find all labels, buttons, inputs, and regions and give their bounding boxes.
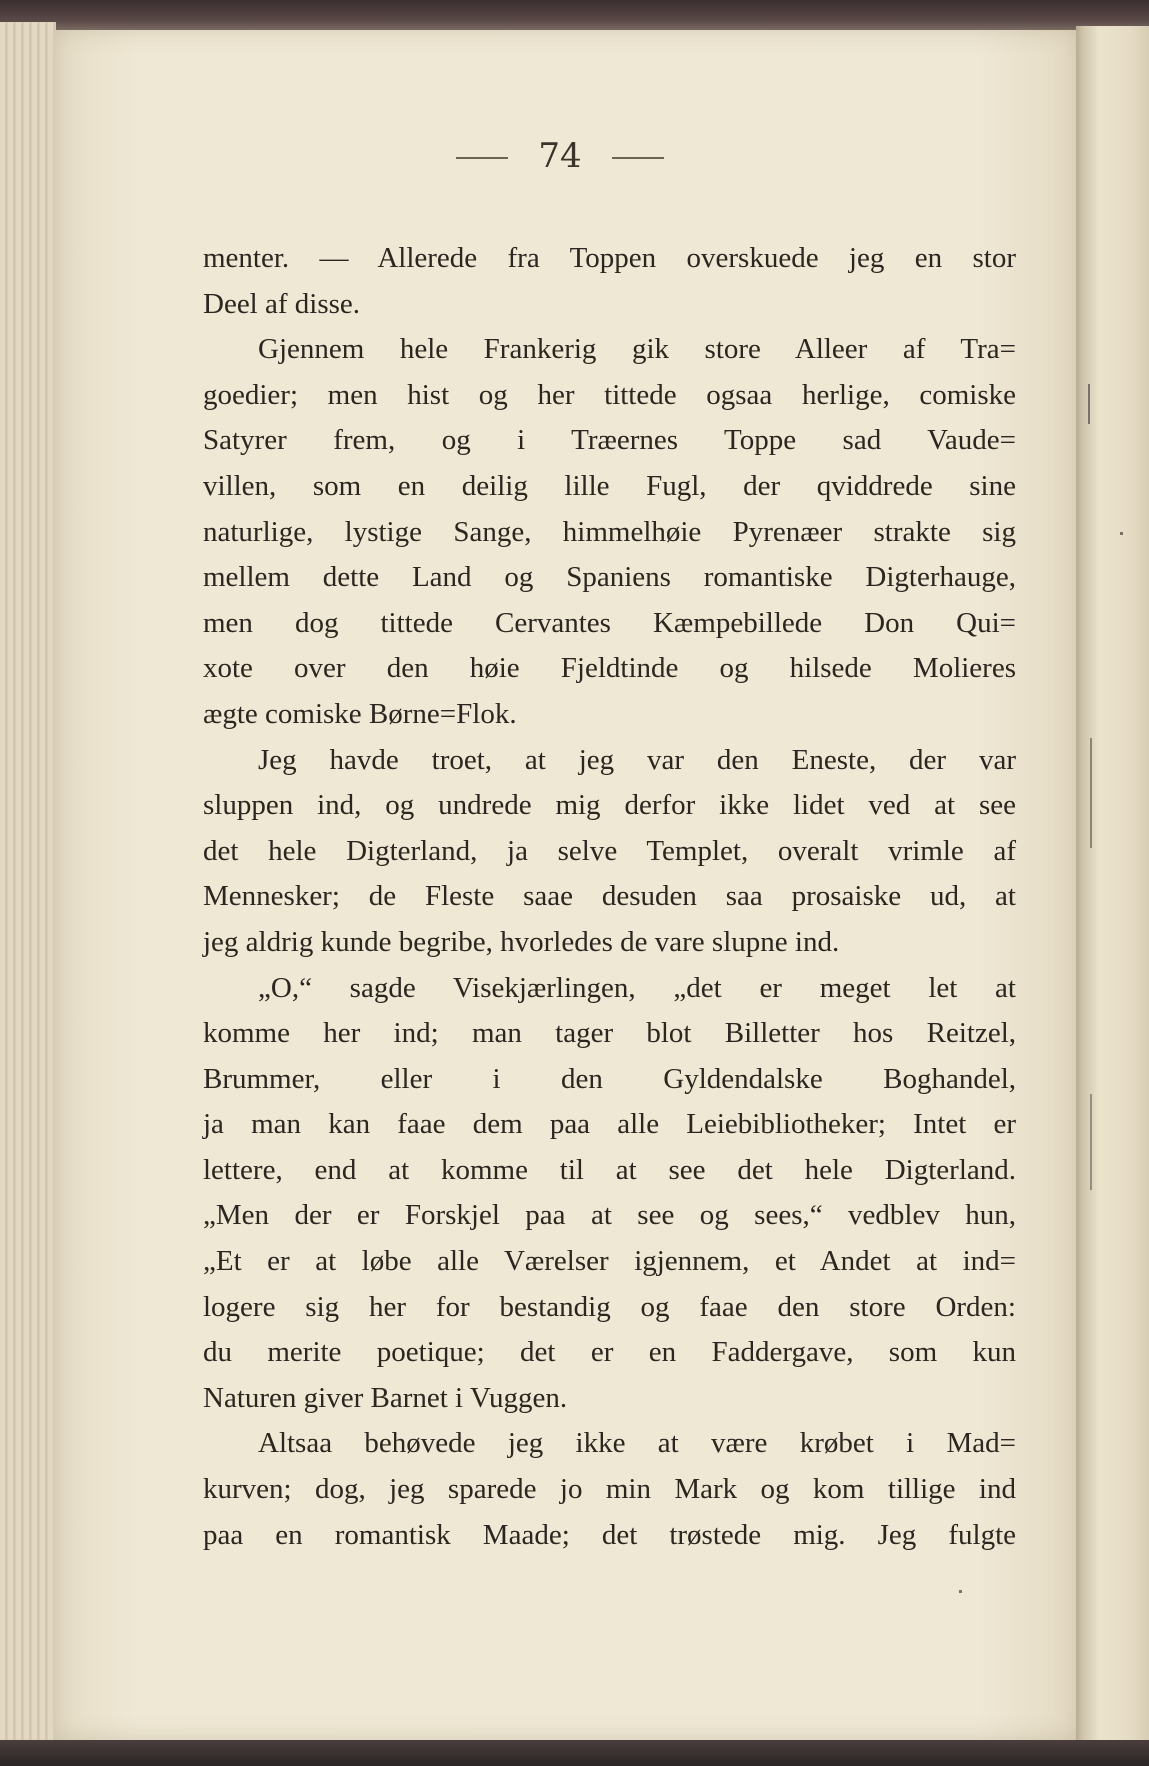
book-cover-bottom: [0, 1740, 1149, 1766]
text-line: kurven; dog, jeg sparede jo min Mark og kom tillige ind: [203, 1473, 1016, 1506]
text-line: „Et er at løbe alle Værelser igjennem, et Andet at ind=: [203, 1245, 1016, 1278]
text-line: ægte comiske Børne=Flok.: [203, 697, 517, 730]
page-header: [0, 136, 1120, 176]
book-cover-top: [0, 0, 1149, 30]
text-line: Brummer, eller i den Gyldendalske Boghandel,: [203, 1062, 1016, 1095]
text-line: naturlige, lystige Sange, himmelhøie Pyrenæer strakte sig: [203, 515, 1016, 548]
page-stack-right: [1083, 26, 1149, 1740]
text-line: Mennesker; de Fleste saae desuden saa prosaiske ud, at: [203, 880, 1016, 913]
ink-speck: [1090, 1094, 1092, 1190]
text-line: ja man kan faae dem paa alle Leiebibliotheker; Intet er: [203, 1108, 1016, 1141]
text-line: menter. — Allerede fra Toppen overskuede jeg en stor: [203, 242, 1016, 274]
text-line: mellem dette Land og Spaniens romantiske Digterhauge,: [203, 561, 1016, 594]
ink-speck: [1090, 738, 1092, 848]
text-line: sluppen ind, og undrede mig derfor ikke lidet ved at see: [203, 789, 1016, 822]
text-line: villen, som en deilig lille Fugl, der qviddrede sine: [203, 469, 1016, 502]
text-line: logere sig her for bestandig og faae den store Orden:: [203, 1290, 1016, 1323]
text-line: lettere, end at komme til at see det hele Digterland.: [203, 1153, 1016, 1186]
text-line: Altsaa behøvede jeg ikke at være krøbet i Mad=: [258, 1427, 1016, 1460]
text-line: komme her ind; man tager blot Billetter hos Reitzel,: [203, 1017, 1016, 1050]
text-line: Jeg havde troet, at jeg var den Eneste, der var: [258, 743, 1016, 776]
ink-speck: [959, 1590, 962, 1593]
text-line: Naturen giver Barnet i Vuggen.: [203, 1381, 568, 1414]
text-line: „O,“ sagde Visekjærlingen, „det er meget let at: [258, 971, 1016, 1004]
ink-speck: [1120, 532, 1123, 535]
text-line: Deel af disse.: [203, 287, 361, 320]
text-line: Gjennem hele Frankerig gik store Alleer af Tra=: [258, 333, 1016, 366]
ink-speck: [1088, 384, 1090, 424]
text-line: xote over den høie Fjeldtinde og hilsede Molieres: [203, 652, 1016, 685]
page-stack-left: [0, 22, 56, 1742]
text-line: men dog tittede Cervantes Kæmpebillede Don Qui=: [203, 606, 1016, 639]
page-number: 74: [538, 136, 582, 176]
header-dash-left: [456, 157, 508, 159]
text-line: jeg aldrig kunde begribe, hvorledes de vare slupne ind.: [203, 925, 840, 958]
header-dash-right: [612, 157, 664, 159]
text-line: det hele Digterland, ja selve Templet, overalt vrimle af: [203, 834, 1016, 867]
body-text: [203, 236, 1016, 1558]
text-line: du merite poetique; det er en Faddergave, som kun: [203, 1336, 1016, 1369]
text-line: paa en romantisk Maade; det trøstede mig. Jeg fulgte: [203, 1518, 1016, 1551]
text-line: goedier; men hist og her tittede ogsaa herlige, comiske: [203, 378, 1016, 411]
text-line: „Men der er Forskjel paa at see og sees,“ vedblev hun,: [203, 1199, 1016, 1232]
text-line: Satyrer frem, og i Træernes Toppe sad Vaude=: [203, 424, 1016, 457]
